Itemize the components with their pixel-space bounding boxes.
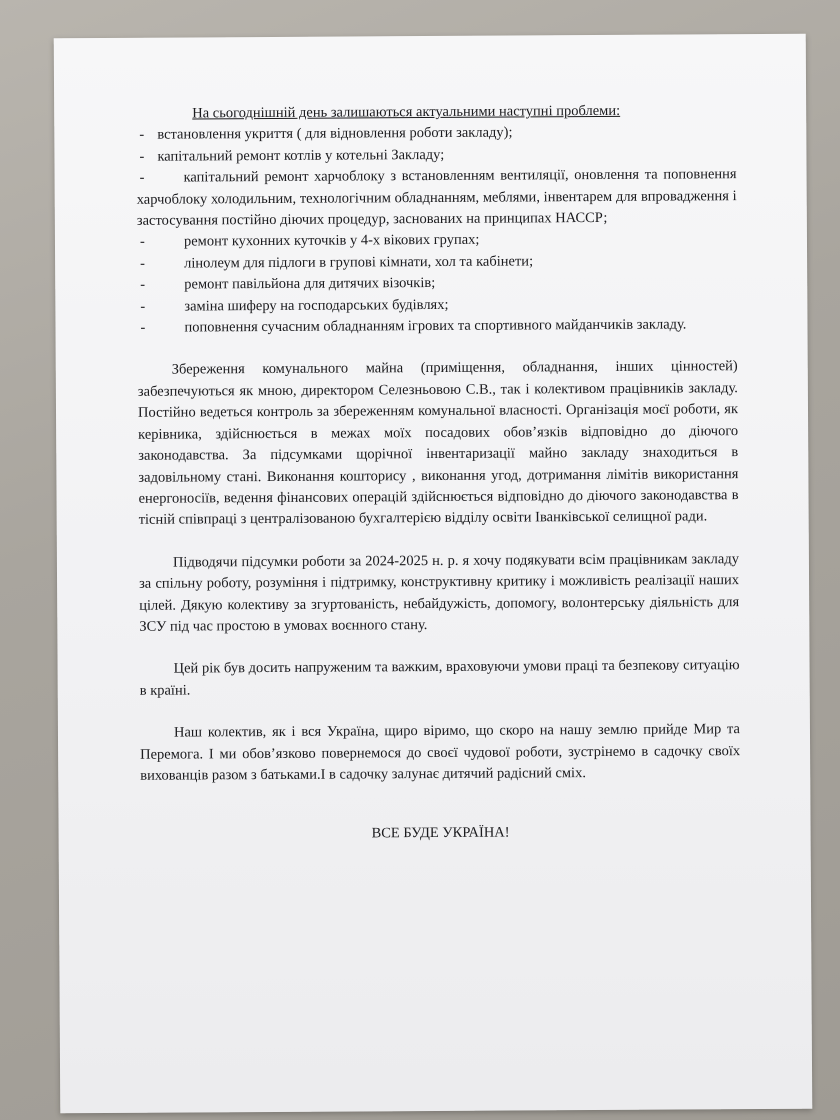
paragraph-year: Цей рік був досить напруженим та важким, враховуючи умови праці та безпекову ситуацію в країні.	[139, 657, 740, 699]
closing-slogan: ВСЕ БУДЕ УКРАЇНА!	[371, 824, 510, 842]
paragraph-thanks: Підводячи підсумки роботи за 2024-2025 н. р. я хочу подякувати всім працівникам закладу за спільну роботу, розуміння і підтримку, конструктивну критику і можливість реалізації наших цілей. Дякую колективу за згуртованість, небайдужість, допомогу, волонтерську діяльність для ЗСУ під час простою в умовах воєнного стану.	[139, 550, 740, 635]
list-dash: -	[140, 319, 146, 336]
list-item: - ремонт павільйона для дитячих візочків;	[137, 271, 737, 296]
list-item: - ремонт кухонних куточків у 4-х вікових групах;	[137, 229, 737, 254]
paragraph-property: Збереження комунального майна (приміщення, обладнання, інших цінностей) забезпечуються як мною, директором Селезньовою С.В., так і колективом працівників закладу. Постійно ведеться контроль за збереженням комунальної власності. Організація моєї роботи, як керівника, здійснюється в межах моїх посадових обов’язків відповідно до діючого законодавства. За підсумками щорічної інвентаризації майно закладу знаходиться в задовільному стані. Виконання кошторису , виконання угод, дотримання лімітів використання енергоносіїв, ведення фінансових операцій здійснюється відповідно до діючого законодавства в тісній співпраці з централізованою бухгалтерією відділу освіти Іванківської селищної ради.	[137, 358, 739, 529]
list-item: - поповнення сучасним обладнанням ігрових та спортивного майданчиків закладу.	[137, 314, 737, 339]
list-item: - заміна шиферу на господарських будівлях;	[137, 293, 737, 318]
list-dash: -	[139, 127, 145, 144]
document-page	[54, 34, 813, 1114]
list-dash: -	[140, 298, 146, 315]
list-item: - лінолеум для підлоги в групові кімнати, хол та кабінети;	[137, 250, 737, 275]
paragraph-hope: Наш колектив, як і вся Україна, щиро віримо, що скоро на нашу землю прийде Мир та Перемога. І ми обов’язково повернемося до своєї чудової роботи, зустрінемо в садочку своїх вихованців разом з батьками.І в садочку залунає дитячий радісний сміх.	[140, 721, 741, 784]
list-item: - капітальний ремонт котлів у котельні Закладу;	[136, 143, 736, 168]
list-item: - встановлення укриття ( для відновлення роботи закладу);	[136, 122, 736, 147]
list-dash: -	[139, 169, 145, 187]
list-item: - капітальний ремонт харчоблоку з встановленням вентиляції, оновлення та поповнення харчоблоку холодильним, технологічним обладнанням, меблями, інвентарем для впровадження і застосування постійно діючих процедур, заснованих на принципах НАССР;	[136, 166, 737, 229]
list-dash: -	[140, 255, 145, 272]
list-dash: -	[139, 148, 145, 165]
problems-heading: На сьогоднішній день залишаються актуальними наступні проблеми:	[192, 102, 621, 122]
list-dash: -	[140, 277, 146, 294]
document-body	[136, 100, 741, 846]
list-dash: -	[139, 234, 145, 251]
